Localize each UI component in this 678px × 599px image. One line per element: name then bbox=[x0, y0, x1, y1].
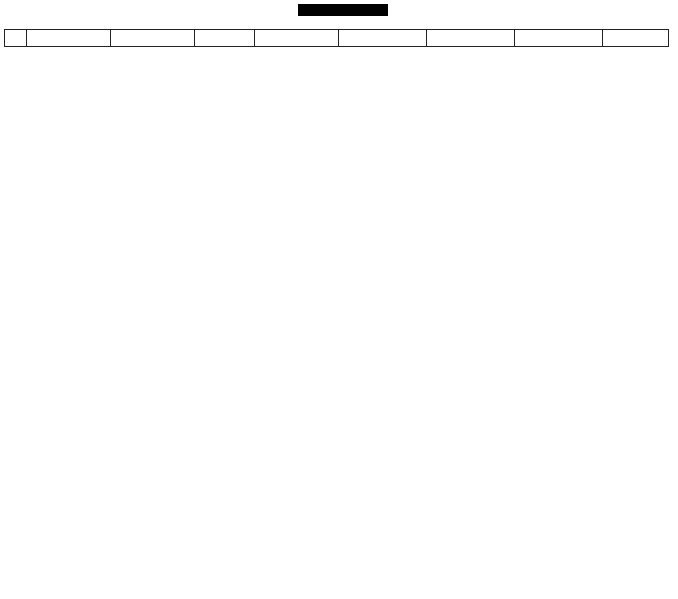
col-header bbox=[195, 30, 255, 47]
col-header bbox=[427, 30, 515, 47]
top-header-row bbox=[5, 30, 669, 47]
title-block bbox=[232, 4, 452, 28]
col-header bbox=[255, 30, 339, 47]
name-header bbox=[27, 30, 111, 47]
redaction-bar bbox=[298, 4, 388, 16]
col-header bbox=[603, 30, 669, 47]
investment-table bbox=[4, 29, 669, 47]
col-header bbox=[339, 30, 427, 47]
col-header bbox=[515, 30, 603, 47]
col-header bbox=[111, 30, 195, 47]
nr-header bbox=[5, 30, 27, 47]
